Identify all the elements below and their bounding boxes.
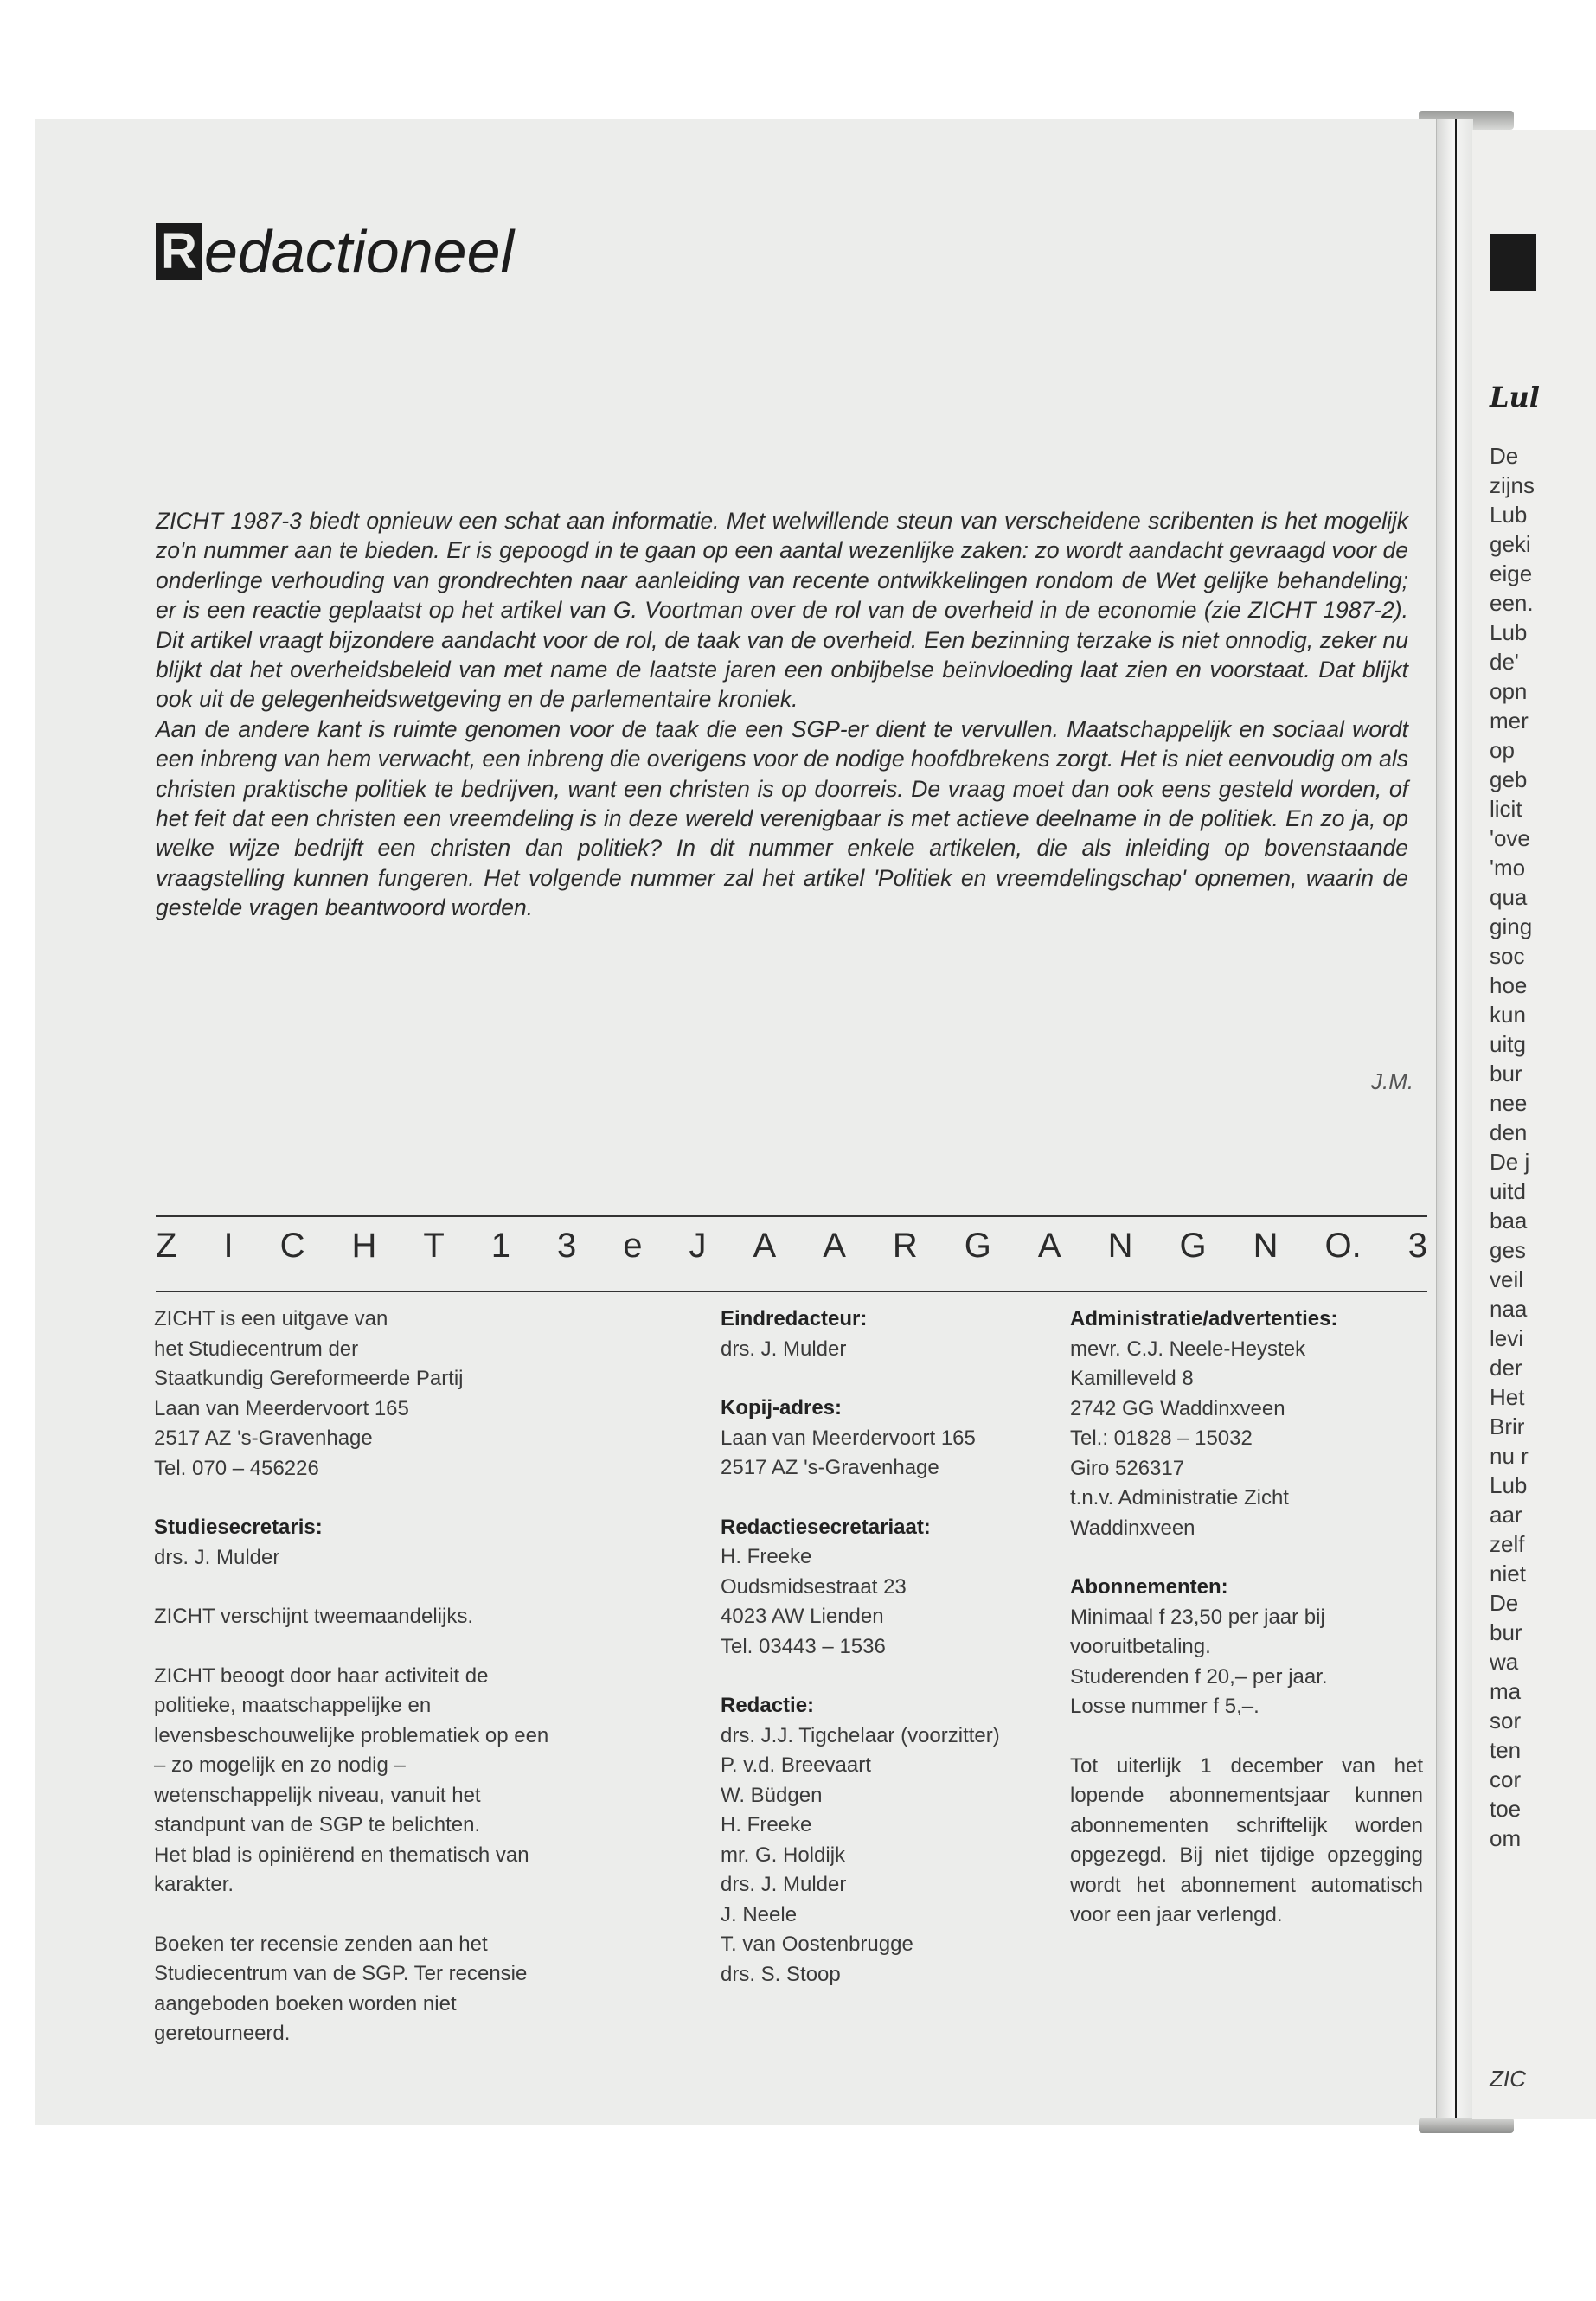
editorial-signature: J.M. <box>1371 1068 1414 1094</box>
banner-letter: e <box>623 1227 643 1265</box>
editorial-member: W. Büdgen <box>721 1783 823 1807</box>
right-page-line: baa <box>1490 1208 1528 1234</box>
editorial-paragraph: ZICHT 1987-3 biedt opnieuw een schat aan informatie. Met welwillende steun van verscheidene scribenten is het mogelijk zo'n nummer aan te bieden. Er is gepoogd in te gaan op een aantal wezenlijke zaken: zo wordt aandacht gevraagd voor de onderlinge verhouding van grondrechten naar aanleiding van recente ontwikkelingen rondom de Wet gelijke behandeling; er is een reactie geplaatst op het artikel van G. Voortman over de rol van de overheid in de economie (zie ZICHT 1987-2). Dit artikel vraagt bijzondere aandacht voor de rol, de taak van de overheid. Een bezinning terzake is niet onnodig, zeker nu blijkt dat het overheidsbeleid van met name de laatste jaren een onbijbelse beïnvloeding laat zien en voorstaat. Dat blijkt ook uit de gelegenheidswetgeving en de parlementaire kroniek. <box>156 508 1408 713</box>
right-page-line: ging <box>1490 913 1533 939</box>
right-page-line: ma <box>1490 1678 1522 1704</box>
banner-letter: N <box>1253 1227 1279 1265</box>
admin-heading: Administratie/advertenties: <box>1070 1307 1338 1330</box>
right-page-line: een. <box>1490 590 1534 616</box>
books-note-line: Studiecentrum van de SGP. Ter recensie <box>154 1962 528 1985</box>
right-page-line: toe <box>1490 1796 1522 1822</box>
binding-bottom <box>1419 2118 1514 2133</box>
right-page-line: Lub <box>1490 619 1528 645</box>
books-note-line: geretourneerd. <box>154 2022 291 2045</box>
right-page-text <box>1490 441 1535 1853</box>
aim-text-line: – zo mogelijk en zo nodig – <box>154 1753 406 1777</box>
right-page-line: hoe <box>1490 972 1528 998</box>
right-page-line: opn <box>1490 678 1528 704</box>
secretariat-line: Tel. 03443 – 1536 <box>721 1634 886 1658</box>
editorial-member: drs. S. Stoop <box>721 1962 841 1986</box>
right-page <box>1472 130 1596 2119</box>
editorial-member: P. v.d. Breevaart <box>721 1753 871 1777</box>
editor-name: drs. J. Mulder <box>721 1336 847 1361</box>
aim-text-line: Het blad is opiniërend en thematisch van <box>154 1843 529 1867</box>
editorial-paragraph: Aan de andere kant is ruimte genomen voor de taak die een SGP-er dient te vervullen. Maatschappelijk en sociaal wordt een inbreng van hem verwacht, een inbreng die overigens voor de nodige hoofdbrekens zorgt. Het is niet eenvoudig om als christen praktische politiek te bedrijven, want een christen is op doorreis. De vraag moet dan ook eens gesteld worden, of het feit dat een christen een vreemdeling is in deze wereld verenigbaar is met actieve deelname in de politiek. En zo ja, op welke wijze bedrijft een christen dan politiek? In dit nummer enkele artikelen, die als inleiding op bovenstaande vraagstelling kunnen fungeren. Het volgende nummer zal het artikel 'Politiek en vreemdelingschap' opnemen, waarin de gestelde vragen beantwoord worden. <box>156 715 1408 921</box>
right-page-line: levi <box>1490 1325 1524 1351</box>
editorial-board-heading: Redactie: <box>721 1694 815 1717</box>
secretariat-line: H. Freeke <box>721 1545 812 1568</box>
publisher-address-line: Tel. 070 – 456226 <box>154 1456 319 1480</box>
right-page-line: mer <box>1490 708 1529 734</box>
right-page-line: ten <box>1490 1737 1522 1763</box>
publisher-address-line: Staatkundig Gereformeerde Partij <box>154 1367 464 1390</box>
right-page-line: geb <box>1490 766 1528 792</box>
right-page-line: qua <box>1490 884 1528 910</box>
right-page-line: cor <box>1490 1766 1522 1792</box>
aim-text-line: wetenschappelijk niveau, vanuit het <box>154 1783 481 1807</box>
banner-letter: O. <box>1324 1227 1362 1265</box>
title-initial: R <box>156 223 202 280</box>
editorial-member: mr. G. Holdijk <box>721 1843 846 1867</box>
admin-line: Kamilleveld 8 <box>1070 1367 1194 1390</box>
right-page-line: eige <box>1490 561 1533 586</box>
right-page-line: 'ove <box>1490 825 1530 851</box>
banner-rule-top <box>156 1215 1427 1217</box>
banner-rule-bottom <box>156 1291 1427 1292</box>
right-page-line: uitd <box>1490 1178 1526 1204</box>
copy-address-line: 2517 AZ 's-Gravenhage <box>721 1456 939 1479</box>
right-page-line: om <box>1490 1825 1522 1851</box>
aim-text-line: levensbeschouwelijke problematiek op een <box>154 1723 549 1747</box>
admin-line: mevr. C.J. Neele-Heystek <box>1070 1336 1306 1361</box>
right-page-line: licit <box>1490 796 1522 822</box>
right-page-line: ges <box>1490 1237 1526 1263</box>
banner-letter: C <box>279 1227 305 1265</box>
copy-address-line: Laan van Meerdervoort 165 <box>721 1426 976 1450</box>
admin-line: Waddinxveen <box>1070 1516 1195 1540</box>
right-page-line: bur <box>1490 1061 1522 1086</box>
masthead-banner <box>156 1227 1427 1266</box>
admin-line: Tel.: 01828 – 15032 <box>1070 1426 1253 1450</box>
right-page-line: kun <box>1490 1002 1526 1028</box>
banner-letter: G <box>964 1227 991 1265</box>
right-page-line: Lub <box>1490 502 1528 528</box>
right-page-line: De <box>1490 443 1519 469</box>
spine-line <box>1455 119 1457 2125</box>
secretariat-heading: Redactiesecretariaat: <box>721 1515 931 1539</box>
right-page-line: geki <box>1490 531 1531 557</box>
banner-letter: Z <box>156 1227 177 1265</box>
aim-text-line: politieke, maatschappelijke en <box>154 1694 432 1717</box>
right-page-logo <box>1490 234 1536 291</box>
publisher-address-line: het Studiecentrum der <box>154 1336 359 1361</box>
banner-letter: J <box>689 1227 707 1265</box>
right-page-line: zelf <box>1490 1531 1525 1557</box>
right-page-line: niet <box>1490 1561 1526 1586</box>
admin-line: 2742 GG Waddinxveen <box>1070 1396 1285 1420</box>
right-page-line: nee <box>1490 1090 1528 1116</box>
right-page-line: den <box>1490 1119 1528 1145</box>
editorial-member: J. Neele <box>721 1902 798 1926</box>
colophon-column-1 <box>154 1304 638 2049</box>
secretariat-line: 4023 AW Lienden <box>721 1605 884 1628</box>
right-page-line: Lub <box>1490 1472 1528 1498</box>
right-page-line: der <box>1490 1355 1522 1381</box>
colophon-column-2 <box>721 1304 1075 1990</box>
secretary-heading: Studiesecretaris: <box>154 1516 323 1539</box>
frequency-note: ZICHT verschijnt tweemaandelijks. <box>154 1605 474 1628</box>
banner-letter: 3 <box>1407 1227 1427 1265</box>
books-note-line: Boeken ter recensie zenden aan het <box>154 1932 488 1956</box>
right-page-line: soc <box>1490 943 1525 969</box>
admin-line: t.n.v. Administratie Zicht <box>1070 1486 1289 1509</box>
banner-letter: R <box>892 1227 918 1265</box>
right-page-line: aar <box>1490 1502 1522 1528</box>
right-page-line: Brir <box>1490 1413 1525 1439</box>
aim-text-line: karakter. <box>154 1873 234 1896</box>
banner-letter: H <box>351 1227 377 1265</box>
books-note-line: aangeboden boeken worden niet <box>154 1991 457 2016</box>
title-rest: edactioneel <box>204 218 515 285</box>
editorial-text <box>156 506 1408 923</box>
right-page-line: uitg <box>1490 1031 1526 1057</box>
banner-letter: G <box>1179 1227 1207 1265</box>
right-page-line: Het <box>1490 1384 1525 1410</box>
editorial-member: T. van Oostenbrugge <box>721 1932 913 1956</box>
editor-heading: Eindredacteur: <box>721 1307 868 1330</box>
secretariat-line: Oudsmidsestraat 23 <box>721 1574 907 1599</box>
right-page-line: De <box>1490 1590 1519 1616</box>
right-page-line: sor <box>1490 1708 1522 1734</box>
cancellation-note: Tot uiterlijk 1 december van het lopende abonnementsjaar kunnen abonnementen schriftelijk worden opgezegd. Bij niet tijdige opzegging wordt het abonnement automatisch voor een jaar verlengd. <box>1070 1753 1423 1926</box>
right-page-line: De j <box>1490 1149 1530 1175</box>
page-title <box>156 218 515 285</box>
banner-letter: I <box>223 1227 234 1265</box>
right-page-line: nu r <box>1490 1443 1529 1469</box>
subscription-line: Losse nummer f 5,–. <box>1070 1695 1259 1718</box>
banner-letter: 3 <box>557 1227 577 1265</box>
secretary-name: drs. J. Mulder <box>154 1545 280 1569</box>
right-page-line: veil <box>1490 1266 1524 1292</box>
banner-letter: A <box>753 1227 777 1265</box>
subscription-line: Studerenden f 20,– per jaar. <box>1070 1664 1328 1689</box>
right-page-line: op <box>1490 737 1515 763</box>
banner-letter: N <box>1107 1227 1133 1265</box>
editorial-member: H. Freeke <box>721 1813 812 1836</box>
right-page-line: wa <box>1490 1649 1519 1675</box>
banner-letter: 1 <box>490 1227 511 1265</box>
right-page-line: zijns <box>1490 472 1535 498</box>
colophon-column-3 <box>1070 1304 1423 1931</box>
subscription-line: Minimaal f 23,50 per jaar bij <box>1070 1605 1325 1629</box>
aim-text-line: standpunt van de SGP te belichten. <box>154 1813 481 1836</box>
right-page-line: 'mo <box>1490 855 1526 881</box>
banner-letter: A <box>823 1227 846 1265</box>
right-page-line: de' <box>1490 649 1519 675</box>
right-page-title: Lul <box>1490 381 1540 413</box>
publisher-address-line: Laan van Meerdervoort 165 <box>154 1396 409 1420</box>
banner-letter: A <box>1037 1227 1061 1265</box>
right-page-line: bur <box>1490 1619 1522 1645</box>
publisher-address-line: 2517 AZ 's-Gravenhage <box>154 1426 373 1450</box>
right-page-line: naa <box>1490 1296 1528 1322</box>
subscription-line: vooruitbetaling. <box>1070 1635 1211 1658</box>
admin-line: Giro 526317 <box>1070 1456 1185 1480</box>
editorial-member: drs. J. Mulder <box>721 1873 847 1896</box>
banner-letter: T <box>423 1227 445 1265</box>
editorial-member: drs. J.J. Tigchelaar (voorzitter) <box>721 1723 1000 1747</box>
aim-text-line: ZICHT beoogt door haar activiteit de <box>154 1663 489 1688</box>
publisher-address-line: ZICHT is een uitgave van <box>154 1307 388 1330</box>
copy-address-heading: Kopij-adres: <box>721 1396 843 1420</box>
right-page-footer: ZIC <box>1490 2066 1526 2092</box>
subscriptions-heading: Abonnementen: <box>1070 1575 1228 1599</box>
